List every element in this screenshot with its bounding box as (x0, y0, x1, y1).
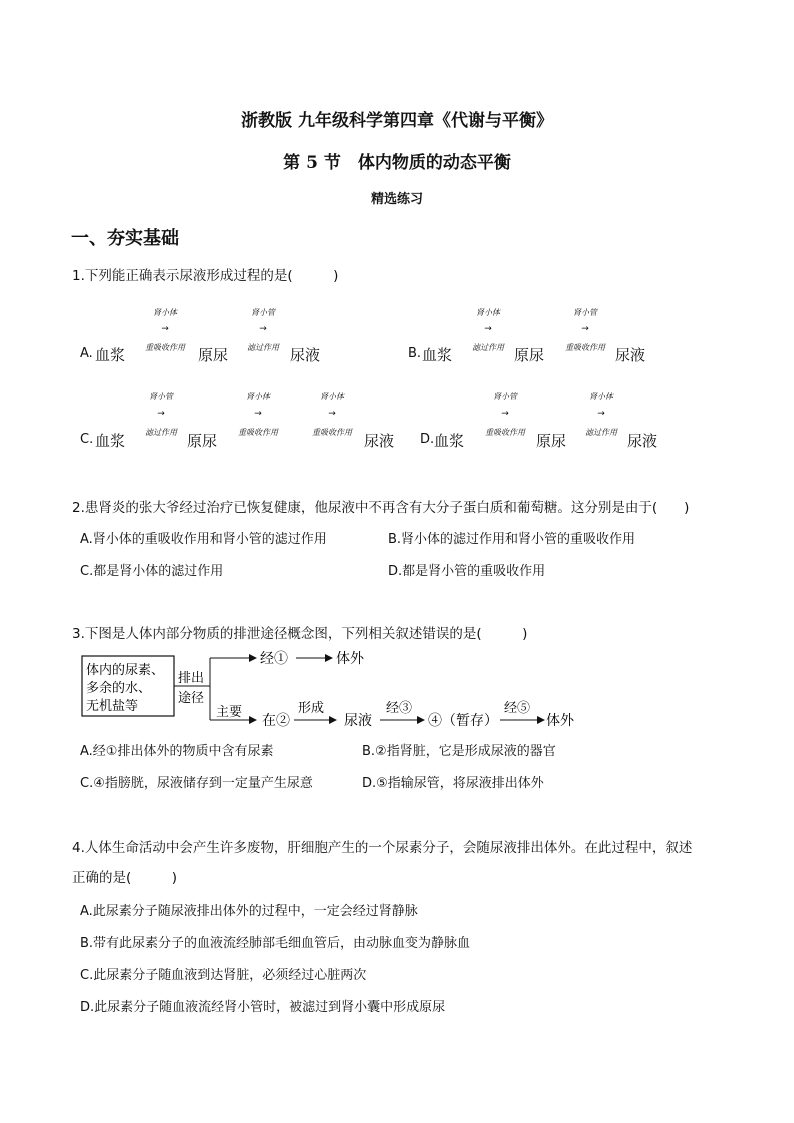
q2-option-b: B.肾小体的滤过作用和肾小管的重吸收作用 (388, 532, 636, 547)
q1-a-primary: 原尿 (198, 346, 229, 364)
q1-a-top1: 肾小体 (153, 308, 177, 317)
q3-option-a: A.经①排出体外的物质中含有尿素 (80, 744, 274, 759)
q1-b-plasma: 血浆 (422, 346, 453, 364)
q1-b-label: B. (408, 346, 422, 361)
q1-c-primary: 原尿 (187, 432, 218, 450)
q1-b-arrow2: → (581, 324, 589, 334)
q1-d-plasma: 血浆 (434, 432, 465, 450)
q1-c-top3: 肾小体 (320, 392, 344, 401)
q1-c-arrow3: → (328, 409, 336, 419)
q1-c-plasma: 血浆 (95, 432, 126, 450)
q1-d-top1: 肾小管 (493, 392, 517, 401)
q3-option-b: B.②指肾脏，它是形成尿液的器官 (362, 744, 556, 759)
q2-option-a: A.肾小体的重吸收作用和肾小管的滤过作用 (80, 532, 327, 547)
q2-option-d: D.都是肾小管的重吸收作用 (388, 564, 546, 579)
q1-a-top2: 肾小管 (251, 308, 275, 317)
q3-option-c: C.④指膀胱，尿液储存到一定量产生尿意 (80, 776, 313, 791)
q4-option-a: A.此尿素分子随尿液排出体外的过程中，一定会经过肾静脉 (80, 904, 418, 919)
at-2: 在② (262, 713, 290, 729)
q1-c-bottom1: 滤过作用 (145, 428, 177, 437)
q1-c-arrow1: → (157, 409, 165, 419)
q4-option-c: C.此尿素分子随血液到达肾脏，必须经过心脏两次 (80, 968, 367, 983)
q1-c-urine: 尿液 (364, 432, 395, 450)
q1-c-bottom2: 重吸收作用 (238, 428, 278, 437)
storage-node: ④（暂存） (428, 713, 498, 729)
q4-option-b: B.带有此尿素分子的血液流经肺部毛细血管后，由动脉血变为静脉血 (80, 936, 471, 951)
urine-node: 尿液 (344, 713, 372, 729)
box-line-2: 多余的水、 (86, 681, 152, 696)
question-1-stem: 1.下列能正确表示尿液形成过程的是( ) (72, 268, 339, 284)
q1-c-bottom3: 重吸收作用 (312, 428, 352, 437)
outside-2: 体外 (546, 713, 574, 729)
section-subtitle: 第 5 节 体内物质的动态平衡 (283, 153, 511, 173)
q2-option-c: C.都是肾小体的滤过作用 (80, 564, 224, 579)
q1-b-top1: 肾小体 (476, 308, 500, 317)
pathway-label-1: 排出 (178, 671, 205, 686)
via-5: 经⑤ (504, 701, 531, 716)
q1-c-arrow2: → (254, 409, 262, 419)
q1-a-plasma: 血浆 (95, 346, 126, 364)
form-label: 形成 (298, 701, 325, 716)
question-2-stem: 2.患肾炎的张大爷经过治疗已恢复健康，他尿液中不再含有大分子蛋白质和葡萄糖。这分别是由于( ) (72, 500, 690, 516)
outside-1: 体外 (336, 651, 364, 667)
q1-c-top1: 肾小管 (149, 392, 173, 401)
q1-c-label: C. (80, 432, 94, 447)
q1-d-top2: 肾小体 (589, 392, 613, 401)
q1-d-primary: 原尿 (536, 432, 567, 450)
q1-c-top2: 肾小体 (246, 392, 270, 401)
q1-b-primary: 原尿 (514, 346, 545, 364)
q1-d-arrow1: → (501, 409, 509, 419)
main-label: 主要 (216, 705, 243, 720)
q1-b-top2: 肾小管 (573, 308, 597, 317)
q1-b-urine: 尿液 (615, 346, 646, 364)
q1-a-bottom1: 重吸收作用 (145, 343, 185, 352)
question-4-stem-line-1: 4.人体生命活动中会产生许多废物，肝细胞产生的一个尿素分子，会随尿液排出体外。在此过程中，叙述 (72, 840, 693, 856)
question-3-stem: 3.下图是人体内部分物质的排泄途径概念图，下列相关叙述错误的是( ) (72, 626, 528, 642)
via-3: 经③ (386, 701, 413, 716)
q1-a-arrow2: → (259, 324, 267, 334)
box-line-3: 无机盐等 (86, 699, 139, 714)
q1-a-bottom2: 滤过作用 (247, 343, 279, 352)
q1-b-bottom2: 重吸收作用 (565, 343, 605, 352)
q1-a-urine: 尿液 (290, 346, 321, 364)
q1-d-bottom1: 重吸收作用 (485, 428, 525, 437)
q1-d-arrow2: → (597, 409, 605, 419)
q1-d-urine: 尿液 (627, 432, 658, 450)
q3-option-d: D.⑤指输尿管，将尿液排出体外 (362, 776, 544, 791)
q1-a-label: A. (80, 346, 93, 361)
section-heading: 一、夯实基础 (71, 228, 179, 249)
box-line-1: 体内的尿素、 (86, 663, 165, 678)
exercise-label: 精选练习 (370, 192, 423, 207)
q1-b-bottom1: 滤过作用 (472, 343, 504, 352)
pathway-label-2: 途径 (178, 691, 205, 706)
via-1: 经① (260, 651, 288, 667)
q1-d-label: D. (420, 432, 435, 447)
q1-d-bottom2: 滤过作用 (585, 428, 617, 437)
q1-b-arrow1: → (484, 324, 492, 334)
excretion-concept-diagram (74, 644, 594, 736)
q1-a-arrow1: → (161, 324, 169, 334)
q4-option-d: D.此尿素分子随血液流经肾小管时，被滤过到肾小囊中形成原尿 (80, 1000, 446, 1015)
question-4-stem-line-2: 正确的是( ) (72, 870, 178, 886)
document-title: 浙教版 九年级科学第四章《代谢与平衡》 (241, 111, 553, 131)
